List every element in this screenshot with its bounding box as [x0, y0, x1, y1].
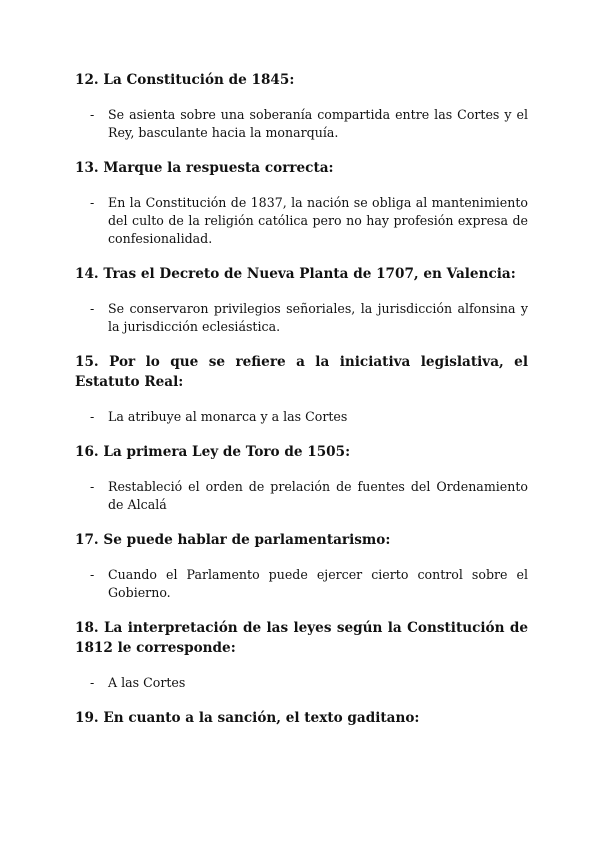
answer-18-text: A las Cortes [108, 675, 186, 690]
question-19-title: 19. En cuanto a la sanción, el texto gaditano: [75, 710, 420, 726]
question-15-title: 15. Por lo que se refiere a la iniciativa legislativa, el Estatuto Real: [75, 354, 528, 390]
answer-16-text: Restableció el orden de prelación de fuentes del Ordenamiento de Alcalá [108, 479, 528, 512]
question-16-title: 16. La primera Ley de Toro de 1505: [75, 444, 351, 460]
answer-14 [90, 300, 528, 336]
question-12-title: 12. La Constitución de 1845: [75, 72, 295, 88]
answer-17-text: Cuando el Parlamento puede ejercer cierto control sobre el Gobierno. [108, 567, 528, 600]
answer-14-text: Se conservaron privilegios señoriales, la jurisdicción alfonsina y la jurisdicción eclesiástica. [108, 301, 528, 334]
document-page [75, 70, 528, 728]
answer-12 [90, 106, 528, 142]
bullet-dash: - [90, 301, 95, 316]
answer-15-text: La atribuye al monarca y a las Cortes [108, 409, 348, 424]
answer-16 [90, 478, 528, 514]
answer-12-text: Se asienta sobre una soberanía compartida entre las Cortes y el Rey, basculante hacia la monarquía. [108, 107, 528, 140]
question-14-title: 14. Tras el Decreto de Nueva Planta de 1707, en Valencia: [75, 266, 516, 282]
bullet-dash: - [90, 567, 95, 582]
answer-15 [90, 408, 528, 426]
answer-13 [90, 194, 528, 248]
bullet-dash: - [90, 675, 95, 690]
answer-13-text: En la Constitución de 1837, la nación se obliga al mantenimiento del culto de la religión católica pero no hay profesión expresa de confesionalidad. [108, 195, 528, 246]
question-18-title: 18. La interpretación de las leyes según la Constitución de 1812 le corresponde: [75, 620, 528, 656]
answer-18 [90, 674, 528, 692]
question-13-title: 13. Marque la respuesta correcta: [75, 160, 334, 176]
bullet-dash: - [90, 479, 95, 494]
bullet-dash: - [90, 409, 95, 424]
bullet-dash: - [90, 107, 95, 122]
answer-17 [90, 566, 528, 602]
bullet-dash: - [90, 195, 95, 210]
question-17-title: 17. Se puede hablar de parlamentarismo: [75, 532, 391, 548]
